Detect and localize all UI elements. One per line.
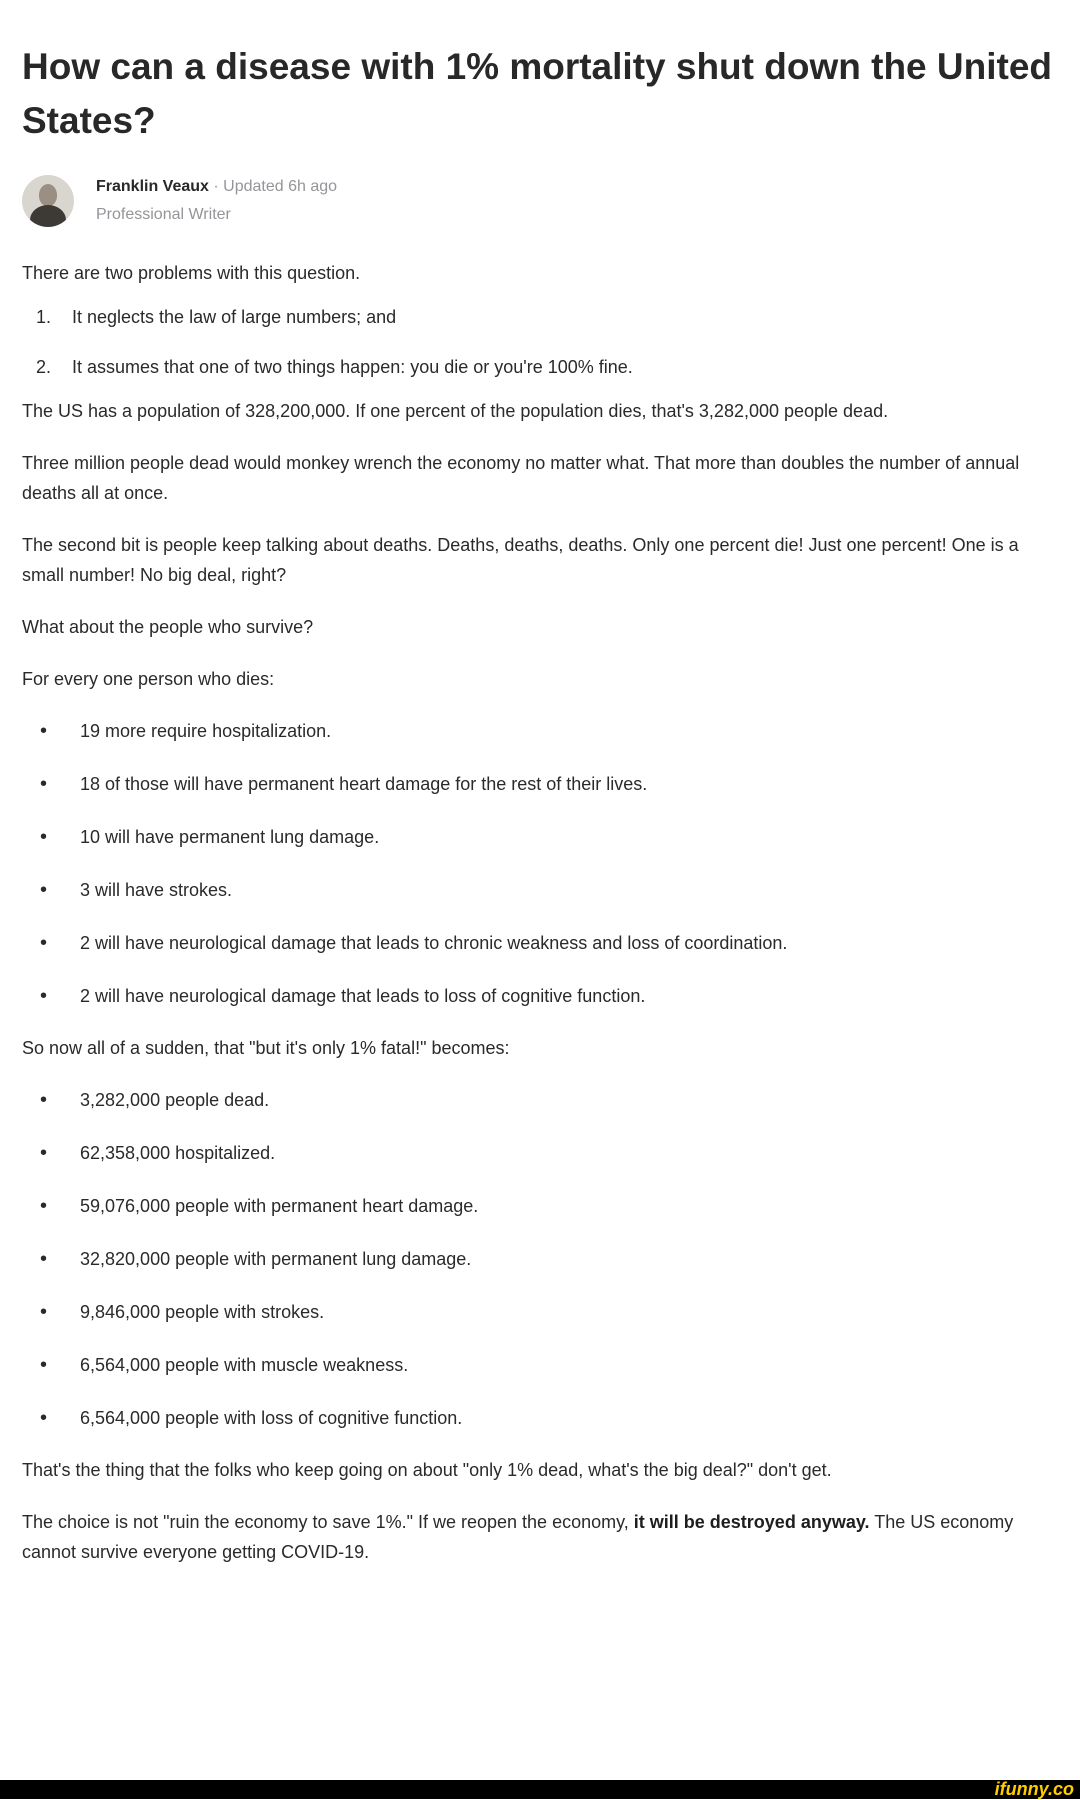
author-avatar[interactable] [22,175,74,227]
list-item: • 2 will have neurological damage that leads to chronic weakness and loss of coordination. [40,932,788,954]
answer-paragraph: So now all of a sudden, that "but it's only 1% fatal!" becomes: [22,1038,510,1058]
list-item: • 62,358,000 hospitalized. [40,1142,276,1164]
answer-paragraph: The US has a population of 328,200,000. If one percent of the population dies, that's 3,282,000 people dead. [22,401,889,421]
answer-paragraph: The second bit is people keep talking about deaths. Deaths, deaths, deaths. Only one percent die! Just one percent! One is a small number! No big deal, right? [22,535,1019,585]
watermark-bar [0,1780,1080,1799]
list-item: 1. It neglects the law of large numbers; and [36,307,397,327]
list-item: • 32,820,000 people with permanent lung damage. [40,1248,472,1270]
answer-conclusion: The choice is not "ruin the economy to save 1%." If we reopen the economy, it will be destroyed anyway. The US economy cannot survive everyone getting COVID-19. [22,1512,1014,1562]
list-item: • 6,564,000 people with muscle weakness. [40,1354,409,1376]
list-item: • 59,076,000 people with permanent heart damage. [40,1195,479,1217]
question-title[interactable]: How can a disease with 1% mortality shut down the United States? [22,46,1053,141]
author-credential: Professional Writer [96,206,231,223]
updated-timestamp: · Updated 6h ago [208,178,338,195]
per-death-list [22,716,1056,1011]
answer-paragraph: Three million people dead would monkey wrench the economy no matter what. That more than doubles the number of annual deaths all at once. [22,453,1020,503]
totals-list [22,1085,1056,1433]
ifunny-watermark-logo: ifunny.co [994,1779,1074,1799]
list-item: • 10 will have permanent lung damage. [40,826,380,848]
answer-paragraph: For every one person who dies: [22,669,275,689]
list-item: • 18 of those will have permanent heart damage for the rest of their lives. [40,773,648,795]
list-item: 2. It assumes that one of two things happen: you die or you're 100% fine. [36,357,633,377]
answer-intro: There are two problems with this question. [22,263,361,283]
list-item: • 3 will have strokes. [40,879,233,901]
list-item: • 6,564,000 people with loss of cognitive function. [40,1407,463,1429]
author-name[interactable]: Franklin Veaux [96,178,209,195]
emphasis-text: it will be destroyed anyway. [633,1512,870,1532]
answer-paragraph: That's the thing that the folks who keep going on about "only 1% dead, what's the big deal?" don't get. [22,1460,832,1480]
answer-paragraph: What about the people who survive? [22,617,314,637]
author-block [22,170,1056,232]
list-item: • 3,282,000 people dead. [40,1089,270,1111]
list-item: • 19 more require hospitalization. [40,720,332,742]
list-item: • 9,846,000 people with strokes. [40,1301,325,1323]
list-item: • 2 will have neurological damage that leads to loss of cognitive function. [40,985,646,1007]
problems-list [22,302,1056,382]
